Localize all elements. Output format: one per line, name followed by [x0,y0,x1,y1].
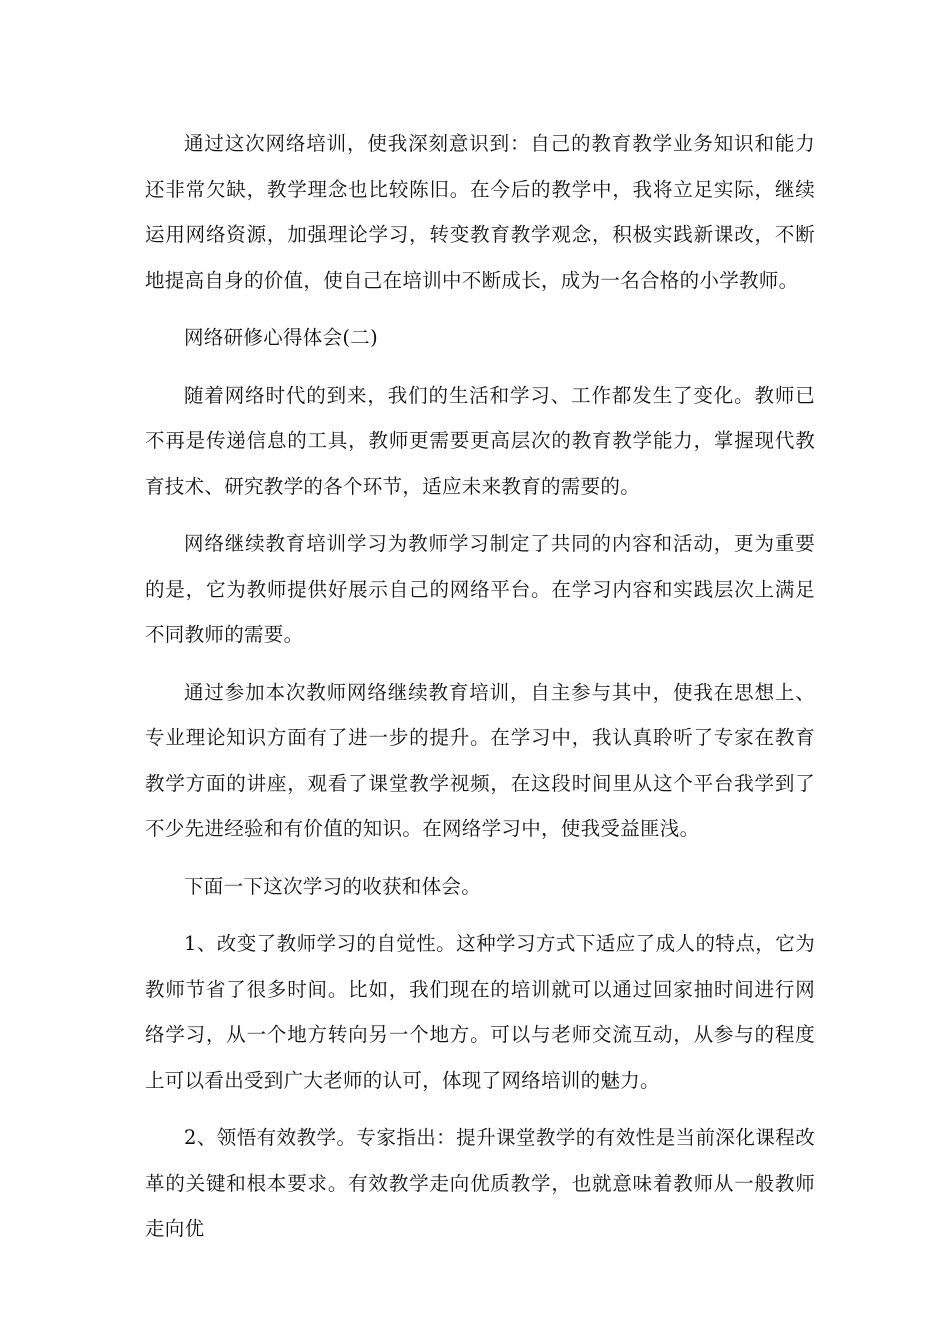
paragraph-point-1: 1、改变了教师学习的自觉性。这种学习方式下适应了成人的特点，它为教师节省了很多时间。比如，我们现在的培训就可以通过回家抽时间进行网络学习，从一个地方转向另一个地方。可以与老师交流互动，从参与的程度上可以看出受到广大老师的认可，体现了网络培训的魅力。 [145,932,815,1092]
paragraph-continuing-education: 网络继续教育培训学习为教师学习制定了共同的内容和活动，更为重要的是，它为教师提供好展示自己的网络平台。在学习内容和实践层次上满足不同教师的需要。 [145,532,815,646]
paragraph-network-era: 随着网络时代的到来，我们的生活和学习、工作都发生了变化。教师已不再是传递信息的工具，教师更需要更高层次的教育教学能力，掌握现代教育技术、研究教学的各个环节，适应未来教育的需要的。 [145,383,815,498]
document-body [145,121,815,1264]
paragraph-participation: 通过参加本次教师网络继续教育培训，自主参与其中，使我在思想上、专业理论知识方面有了进一步的提升。在学习中，我认真聆听了专家在教育教学方面的讲座，观看了课堂教学视频，在这段时间里从这个平台我学到了不少先进经验和有价值的知识。在网络学习中，使我受益匪浅。 [145,680,815,840]
paragraph-point-2: 2、领悟有效教学。专家指出：提升课堂教学的有效性是当前深化课程改革的关键和根本要求。有效教学走向优质教学，也就意味着教师从一般教师走向优 [145,1126,815,1240]
paragraph-summary-intro: 下面一下这次学习的收获和体会。 [184,874,482,898]
section-title: 网络研修心得体会(二) [184,326,379,349]
paragraph-training-reflection: 通过这次网络培训，使我深刻意识到：自己的教育教学业务知识和能力还非常欠缺，教学理念也比较陈旧。在今后的教学中，我将立足实际，继续运用网络资源，加强理论学习，转变教育教学观念，积极实践新课改，不断地提高自身的价值，使自己在培训中不断成长，成为一名合格的小学教师。 [145,132,815,292]
